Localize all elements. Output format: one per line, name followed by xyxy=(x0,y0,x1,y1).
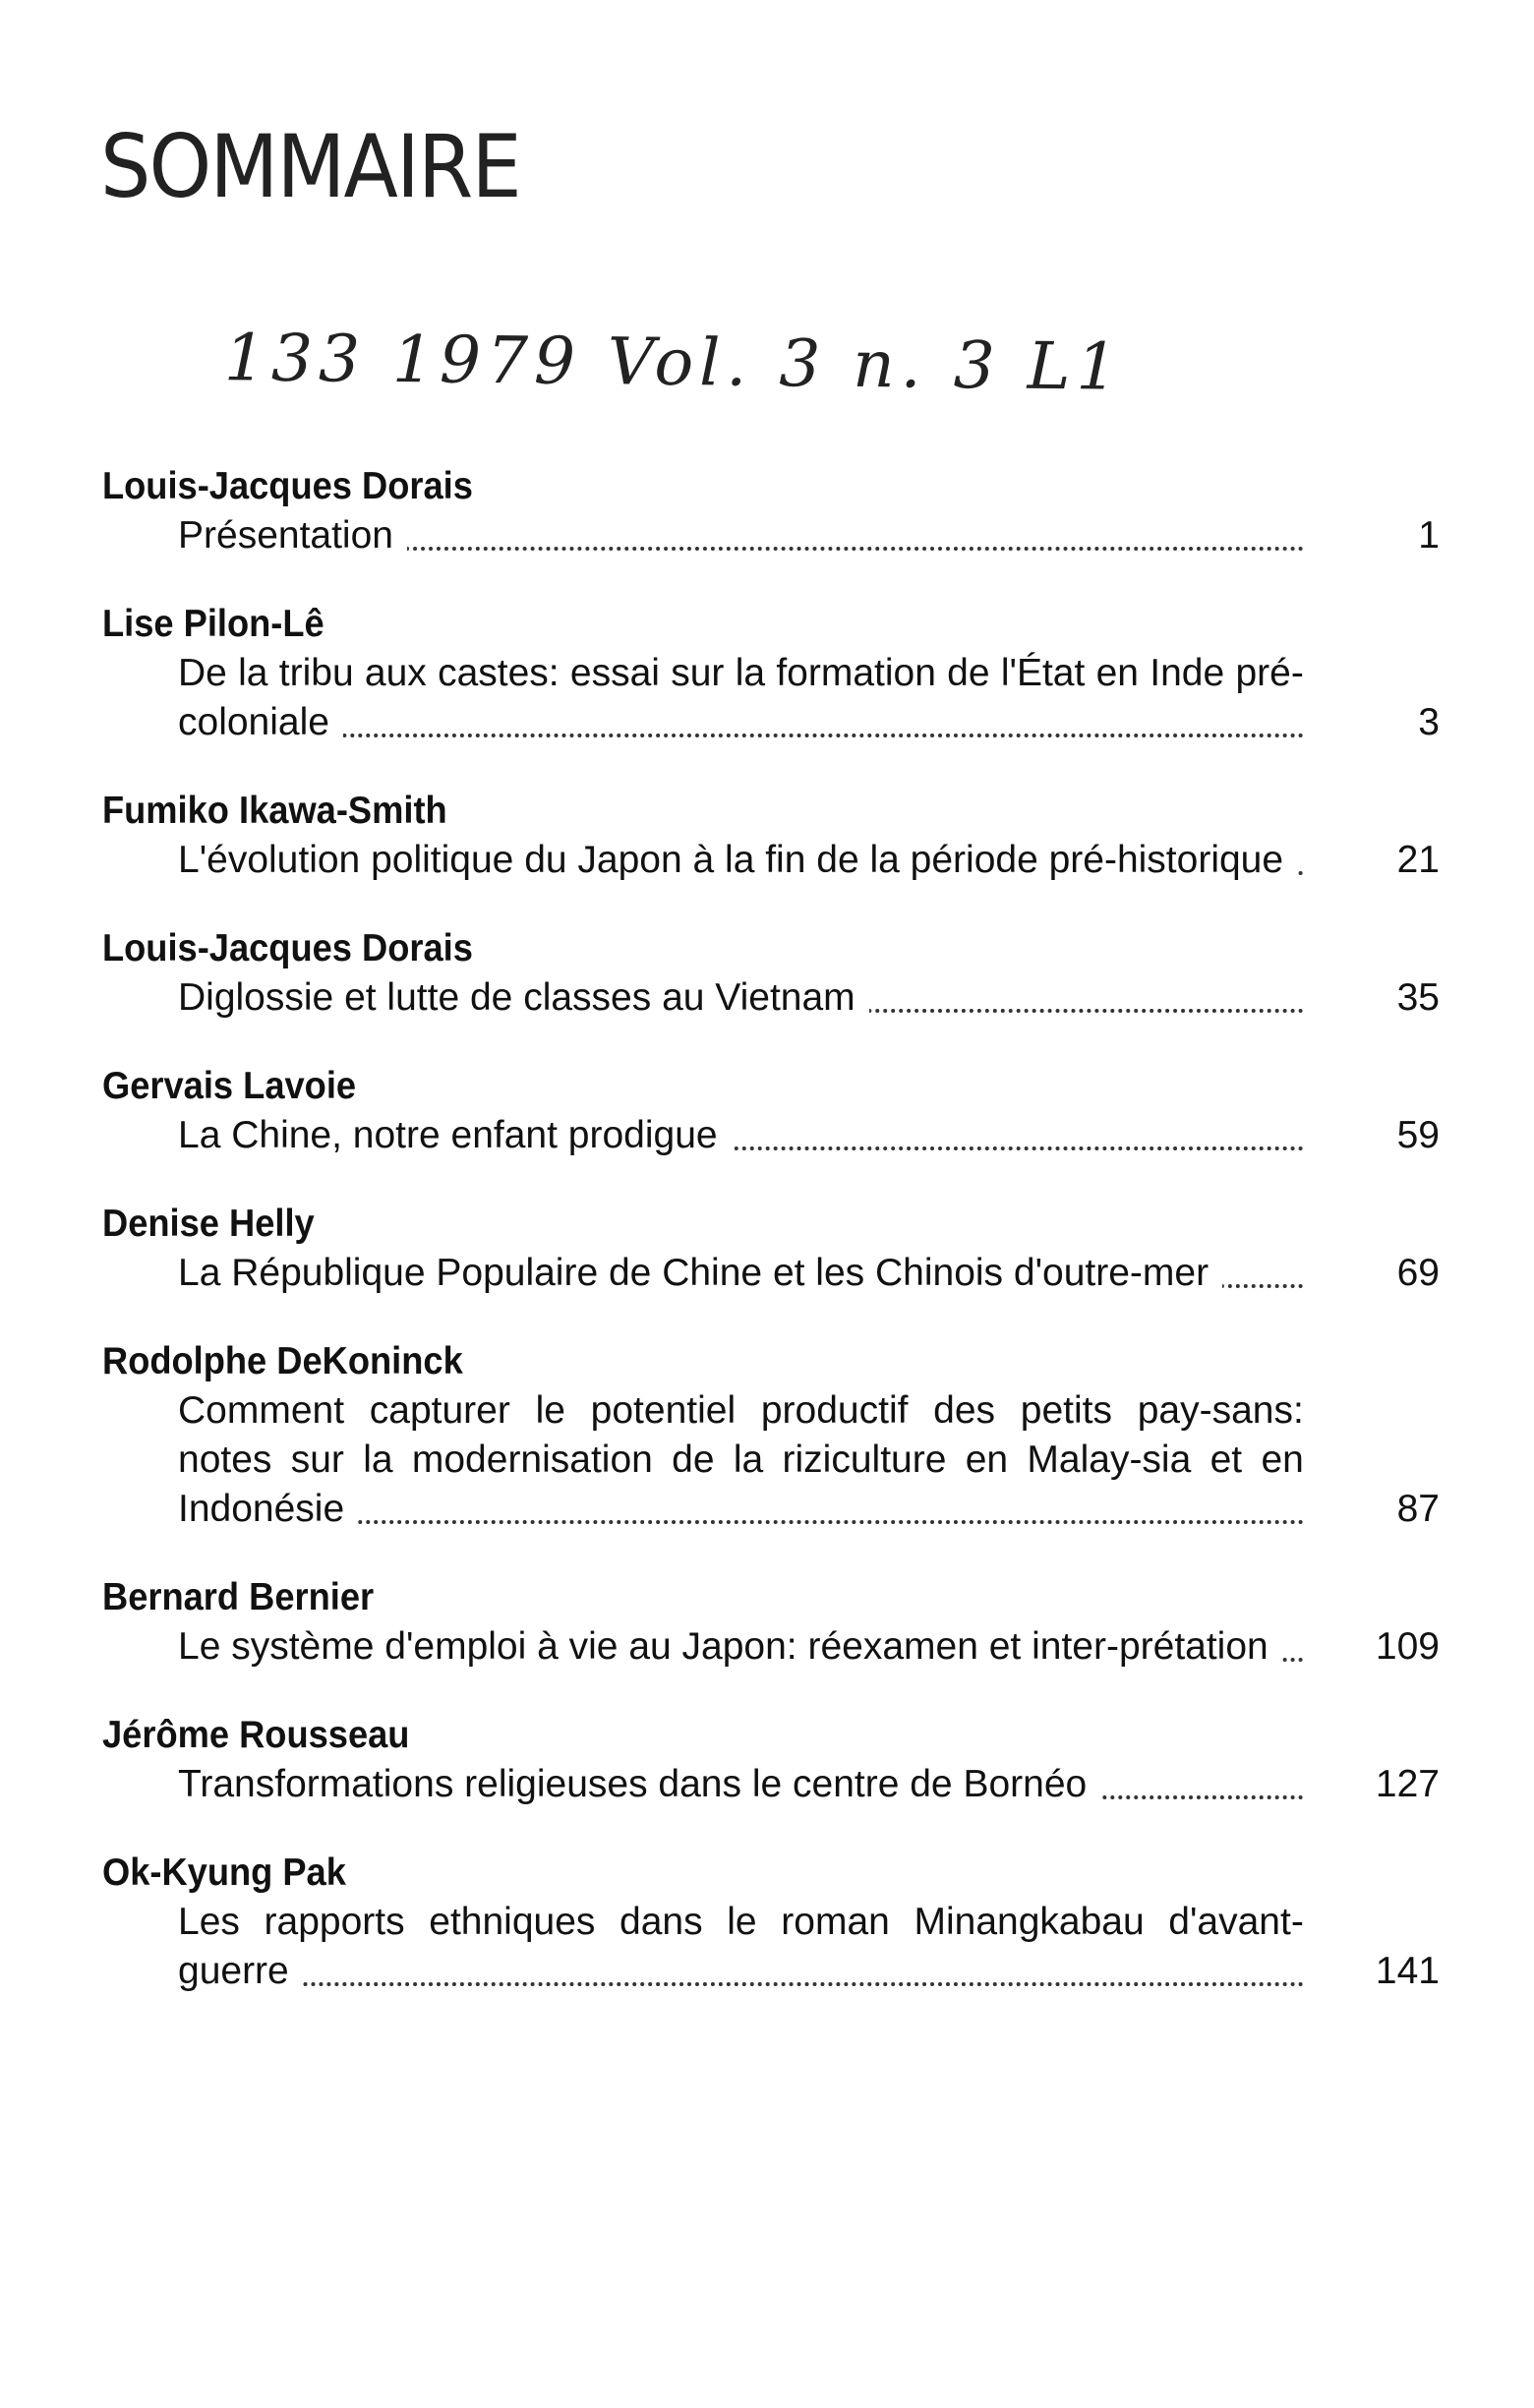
entry-title: De la tribu aux castes: essai sur la formation de l'État en Inde pré-coloniale xyxy=(178,652,1304,743)
entry-author: Lise Pilon-Lê xyxy=(102,603,324,645)
entry-line xyxy=(178,1111,1440,1160)
entry-page: 109 xyxy=(1375,1625,1440,1668)
entry-author: Bernard Bernier xyxy=(102,1576,375,1618)
entry-line xyxy=(178,1249,1440,1298)
entry-line xyxy=(178,1898,1440,1996)
entry-page: 59 xyxy=(1396,1114,1440,1156)
toc-entry xyxy=(102,1573,1440,1672)
entry-line xyxy=(178,973,1440,1023)
dot-leader xyxy=(178,1982,1304,1986)
entry-title: Diglossie et lutte de classes au Vietnam xyxy=(178,976,869,1019)
toc-entry xyxy=(102,787,1440,885)
entry-page: 21 xyxy=(1396,839,1440,881)
entry-author: Fumiko Ikawa-Smith xyxy=(102,790,447,832)
entry-page: 1 xyxy=(1418,514,1440,557)
toc-entry xyxy=(102,1200,1440,1298)
entry-page: 141 xyxy=(1375,1950,1440,1992)
entry-author: Ok-Kyung Pak xyxy=(102,1851,346,1894)
entry-line xyxy=(178,1386,1440,1534)
entry-page: 3 xyxy=(1418,701,1440,743)
entry-line xyxy=(178,1760,1440,1809)
entry-author: Denise Helly xyxy=(102,1203,315,1245)
entry-author: Gervais Lavoie xyxy=(102,1065,357,1107)
entry-author: Louis-Jacques Dorais xyxy=(102,927,473,969)
toc-entry xyxy=(102,1337,1440,1534)
entry-title: Transformations religieuses dans le centre de Bornéo xyxy=(178,1763,1100,1805)
entry-title: Comment capturer le potentiel productif des petits pay-sans: notes sur la modernisation de la riziculture en Malay-sia et en Indonésie xyxy=(178,1389,1304,1530)
entry-author: Louis-Jacques Dorais xyxy=(102,465,473,507)
entry-title: La République Populaire de Chine et les Chinois d'outre-mer xyxy=(178,1252,1222,1294)
entry-title: La Chine, notre enfant prodigue xyxy=(178,1114,732,1156)
entry-title: Les rapports ethniques dans le roman Minangkabau d'avant-guerre xyxy=(178,1901,1304,1992)
table-of-contents xyxy=(102,462,1440,2035)
toc-entry xyxy=(102,1849,1440,1996)
toc-entry xyxy=(102,462,1440,560)
entry-line xyxy=(178,1622,1440,1672)
entry-title: Présentation xyxy=(178,514,407,557)
dot-leader xyxy=(178,734,1304,737)
entry-line xyxy=(178,511,1440,560)
entry-author: Rodolphe DeKoninck xyxy=(102,1340,463,1382)
page-title: SOMMAIRE xyxy=(100,116,520,217)
toc-entry xyxy=(102,1711,1440,1809)
handwritten-annotation: 133 1979 Vol. 3 n. 3 L1 xyxy=(223,320,1124,405)
toc-entry xyxy=(102,1062,1440,1160)
entry-title: Le système d'emploi à vie au Japon: réexamen et inter-prétation xyxy=(178,1625,1282,1668)
entry-line xyxy=(178,836,1440,885)
entry-page: 69 xyxy=(1396,1252,1440,1294)
entry-page: 87 xyxy=(1396,1488,1440,1530)
entry-author: Jérôme Rousseau xyxy=(102,1714,410,1756)
toc-entry xyxy=(102,600,1440,747)
entry-line xyxy=(178,649,1440,747)
entry-page: 127 xyxy=(1375,1763,1440,1805)
entry-title: L'évolution politique du Japon à la fin de la période pré-historique xyxy=(178,839,1297,881)
toc-entry xyxy=(102,924,1440,1023)
entry-page: 35 xyxy=(1396,976,1440,1019)
